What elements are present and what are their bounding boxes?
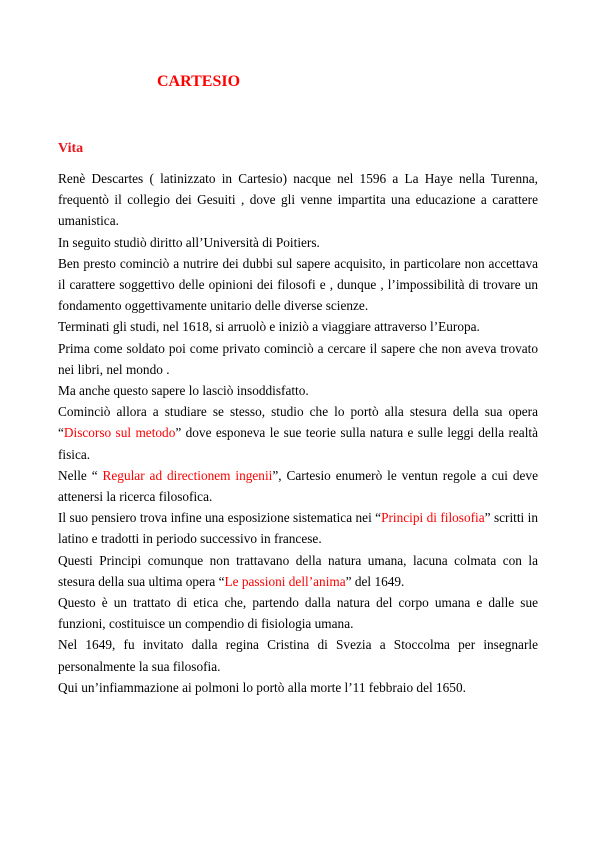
paragraph-text: ” scritti in latino e tradotti in periodo successivo in francese.: [58, 510, 538, 547]
paragraph: [58, 401, 538, 465]
paragraph: Renè Descartes ( latinizzato in Cartesio) nacque nel 1596 a La Haye nella Turenna, frequentò il collegio dei Gesuiti , dove gli venne impartita una educazione a carattere umanistica.: [58, 171, 538, 229]
paragraph: Ben presto cominciò a nutrire dei dubbi sul sapere acquisito, in particolare non accettava il carattere soggettivo delle opinioni dei filosofi e , dunque , l’impossibilità di trovare un fondamento oggettivamente unitario delle diverse scienze.: [58, 255, 538, 314]
paragraph: Questo è un trattato di etica che, partendo dalla natura del corpo umana e dalle sue funzioni, costituisce un compendio di fisiologia umana.: [58, 595, 538, 632]
paragraph: Nel 1649, fu invitato dalla regina Cristina di Svezia a Stoccolma per insegnarle personalmente la sua filosofia.: [58, 637, 538, 674]
document-title: CARTESIO: [157, 73, 241, 90]
work-title-regulae: Regular ad directionem ingenii: [102, 467, 273, 483]
paragraph-text: ”, Cartesio enumerò le ventun regole a cui deve attenersi la ricerca filosofica.: [58, 467, 538, 505]
paragraph-text: Il suo pensiero trova infine una esposizione sistematica nei “: [58, 510, 382, 526]
paragraph: In seguito studiò diritto all’Università di Poitiers.: [58, 234, 320, 250]
section-heading-vita: Vita: [58, 141, 84, 156]
paragraph-text: ” dove esponeva le sue teorie sulla natura e sulle leggi della realtà fisica.: [58, 425, 538, 462]
paragraph: [58, 550, 538, 592]
paragraph: Qui un’infiammazione ai polmoni lo portò alla morte l’11 febbraio del 1650.: [58, 679, 466, 695]
paragraph-text: Questi Principi comunque non trattavano della natura umana, lacuna colmata con la stesura della sua ultima opera “: [58, 552, 538, 589]
paragraph: [58, 507, 538, 549]
paragraph-text: Cominciò allora a studiare se stesso, studio che lo portò alla stesura della sua opera “: [58, 404, 538, 441]
work-title-discorso: Discorso sul metodo: [63, 425, 176, 441]
body-text: [58, 168, 538, 698]
work-title-principi: Principi di filosofia: [381, 510, 485, 526]
paragraph: Prima come soldato poi come privato cominciò a cercare il sapere che non aveva trovato nei libri, nel mondo .: [58, 340, 538, 377]
paragraph-text: ” del 1649.: [345, 573, 405, 589]
paragraph-text: Nelle “: [58, 467, 103, 483]
paragraph: [58, 465, 538, 507]
work-title-passioni: Le passioni dell’anima: [224, 573, 346, 589]
paragraph: Terminati gli studi, nel 1618, si arruolò e iniziò a viaggiare attraverso l’Europa.: [58, 319, 480, 335]
paragraph: Ma anche questo sapere lo lasciò insoddisfatto.: [58, 383, 309, 399]
